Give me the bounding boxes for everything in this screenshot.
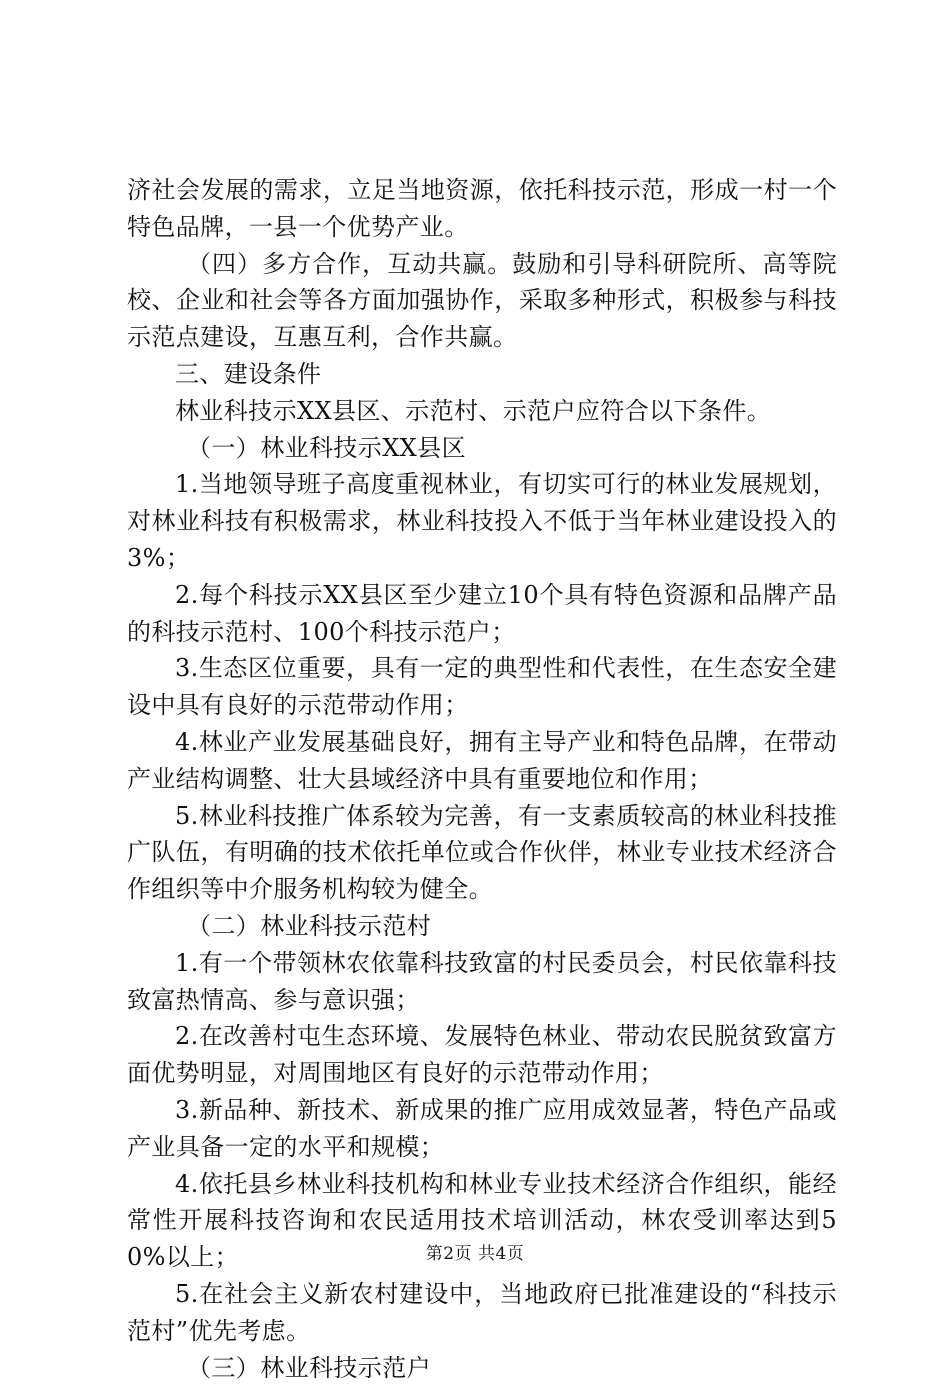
- list-item: 1.当地领导班子高度重视林业，有切实可行的林业发展规划，对林业科技有积极需求，林业科技投入不低于当年林业建设投入的3%；: [127, 466, 837, 576]
- chapter-heading-three: 三、建设条件: [127, 356, 837, 393]
- list-item: 4.依托县乡林业科技机构和林业专业技术经济合作组织，能经常性开展科技咨询和农民适用技术培训活动，林农受训率达到50%以上；: [127, 1166, 837, 1276]
- list-item: 5.林业科技推广体系较为完善，有一支素质较高的林业科技推广队伍，有明确的技术依托单位或合作伙伴，林业专业技术经济合作组织等中介服务机构较为健全。: [127, 798, 837, 908]
- list-item: 4.林业产业发展基础良好，拥有主导产业和特色品牌，在带动产业结构调整、壮大县域经济中具有重要地位和作用；: [127, 724, 837, 798]
- list-item: 1.有一个带领林农依靠科技致富的村民委员会，村民依靠科技致富热情高、参与意识强；: [127, 945, 837, 1019]
- subsection-heading: （二）林业科技示范村: [127, 908, 837, 945]
- list-item: 2.每个科技示XX县区至少建立10个具有特色资源和品牌产品的科技示范村、100个科技示范户；: [127, 577, 837, 651]
- list-item: 5.在社会主义新农村建设中，当地政府已批准建设的“科技示范村”优先考虑。: [127, 1276, 837, 1350]
- section-heading-four: （四）多方合作，互动共赢。鼓励和引导科研院所、高等院校、企业和社会等各方面加强协作，采取多种形式，积极参与科技示范点建设，互惠互利，合作共赢。: [127, 246, 837, 356]
- page-number: 第2页 共4页: [426, 1244, 525, 1264]
- page-footer: [0, 1242, 950, 1266]
- list-item: 3.生态区位重要，具有一定的典型性和代表性，在生态安全建设中具有良好的示范带动作用；: [127, 650, 837, 724]
- subsection-heading: （一）林业科技示XX县区: [127, 430, 837, 467]
- paragraph: 林业科技示XX县区、示范村、示范户应符合以下条件。: [127, 393, 837, 430]
- list-item: 3.新品种、新技术、新成果的推广应用成效显著，特色产品或产业具备一定的水平和规模；: [127, 1092, 837, 1166]
- paragraph: 济社会发展的需求，立足当地资源，依托科技示范，形成一村一个特色品牌，一县一个优势产业。: [127, 172, 837, 246]
- document-body: [127, 172, 837, 1386]
- subsection-heading: （三）林业科技示范户: [127, 1350, 837, 1386]
- list-item: 2.在改善村屯生态环境、发展特色林业、带动农民脱贫致富方面优势明显，对周围地区有良好的示范带动作用；: [127, 1018, 837, 1092]
